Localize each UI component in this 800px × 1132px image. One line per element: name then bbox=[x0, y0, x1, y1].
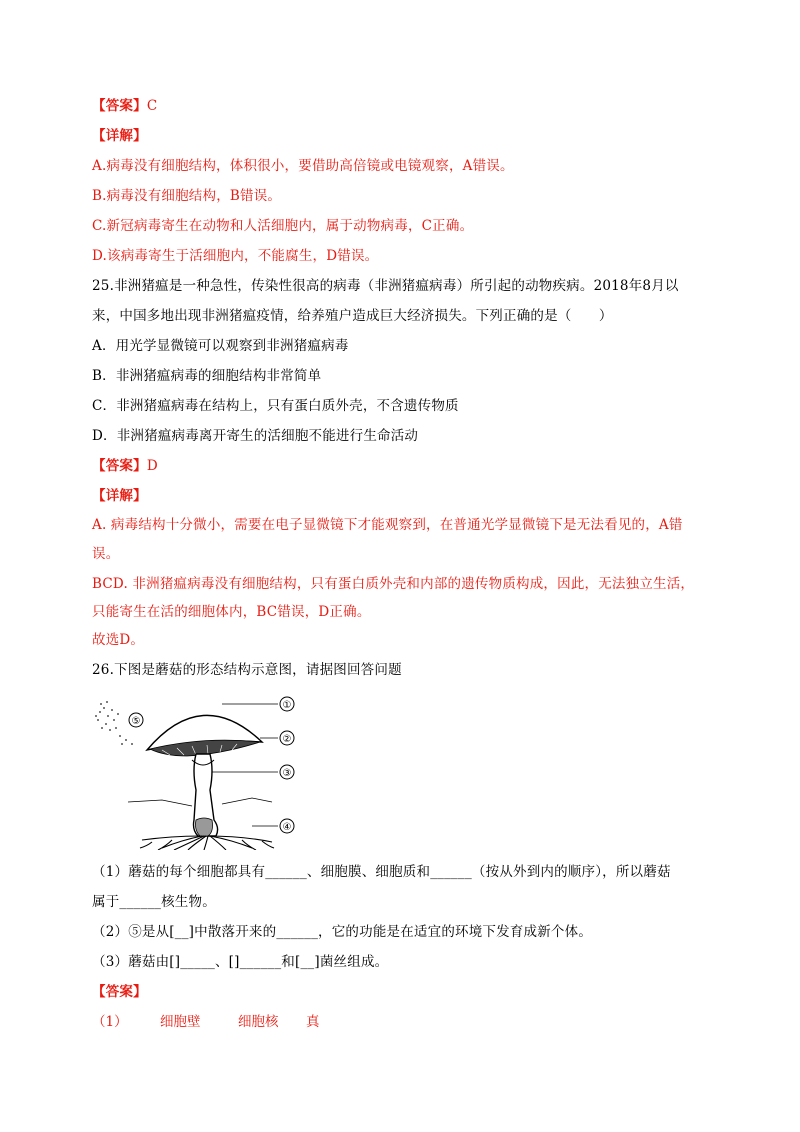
q24-answer bbox=[92, 96, 157, 116]
answer-tag: 【答案】 bbox=[92, 458, 147, 474]
answer-value: D bbox=[146, 458, 158, 474]
q25-answer bbox=[92, 456, 158, 476]
label-3: ③ bbox=[282, 768, 292, 779]
q25-detail-tag: 【详解】 bbox=[92, 488, 147, 504]
q25-detail-line: 只能寄生在活的细胞体内，BC错误，D正确。 bbox=[92, 604, 371, 620]
mushroom-diagram bbox=[92, 690, 322, 850]
answer-value: C bbox=[146, 98, 158, 114]
q26-answer-tag: 【答案】 bbox=[92, 984, 147, 1000]
q25-stem-line: 来，中国多地出现非洲猪瘟疫情，给养殖户造成巨大经济损失。下列正确的是（ ） bbox=[92, 308, 613, 324]
q25-detail-line: A. 病毒结构十分微小，需要在电子显微镜下才能观察到，在普通光学显微镜下是无法看见的，A错 bbox=[92, 517, 683, 533]
q25-detail-line: BCD. 非洲猪瘟病毒没有细胞结构，只有蛋白质外壳和内部的遗传物质构成，因此，无法独立生活， bbox=[92, 576, 695, 592]
mycelium bbox=[140, 836, 274, 850]
q25-detail-line: 故选D。 bbox=[92, 632, 145, 648]
spores-cloud bbox=[95, 701, 133, 745]
label-1: ① bbox=[282, 700, 292, 711]
answer-tag: 【答案】 bbox=[92, 98, 147, 114]
answer-item: 真 bbox=[306, 1014, 320, 1030]
q25-option-a: A．用光学显微镜可以观察到非洲猪瘟病毒 bbox=[92, 338, 349, 354]
q25-option-b: B．非洲猪瘟病毒的细胞结构非常简单 bbox=[92, 368, 322, 384]
label-5: ⑤ bbox=[131, 716, 141, 727]
q25-option-c: C．非洲猪瘟病毒在结构上，只有蛋白质外壳，不含遗传物质 bbox=[92, 398, 459, 414]
answer-item: （1） bbox=[92, 1014, 128, 1030]
q24-detail-line: C.新冠病毒寄生在动物和人活细胞内，属于动物病毒，C正确。 bbox=[92, 218, 474, 234]
q24-detail-line: D.该病毒寄生于活细胞内，不能腐生，D错误。 bbox=[92, 248, 379, 264]
q26-subq-line: （2）⑤是从[__]中散落开来的______，它的功能是在适宜的环境下发育成新个体。 bbox=[92, 924, 593, 940]
q25-option-d: D．非洲猪瘟病毒离开寄生的活细胞不能进行生命活动 bbox=[92, 428, 419, 444]
q24-detail-line: A.病毒没有细胞结构，体积很小，要借助高倍镜或电镜观察，A错误。 bbox=[92, 158, 514, 174]
q26-subq-line: 属于______核生物。 bbox=[92, 894, 216, 910]
q24-detail-line: B.病毒没有细胞结构，B错误。 bbox=[92, 188, 282, 204]
q26-subq-line: （1）蘑菇的每个细胞都具有______、细胞膜、细胞质和______（按从外到内的顺序），所以蘑菇 bbox=[92, 864, 671, 880]
answer-item: 细胞核 bbox=[238, 1014, 279, 1030]
label-4: ④ bbox=[282, 822, 292, 833]
q24-detail-tag: 【详解】 bbox=[92, 128, 147, 144]
q25-stem-line: 25.非洲猪瘟是一种急性，传染性很高的病毒（非洲猪瘟病毒）所引起的动物疾病。2018年8月以 bbox=[92, 278, 679, 294]
label-2: ② bbox=[282, 734, 292, 745]
answer-item: 细胞壁 bbox=[160, 1014, 201, 1030]
q25-detail-line: 误。 bbox=[92, 546, 120, 562]
q26-stem: 26.下图是蘑菇的形态结构示意图，请据图回答问题 bbox=[92, 662, 402, 678]
q26-subq-line: （3）蘑菇由[]_____、[]______和[__]菌丝组成。 bbox=[92, 954, 389, 970]
